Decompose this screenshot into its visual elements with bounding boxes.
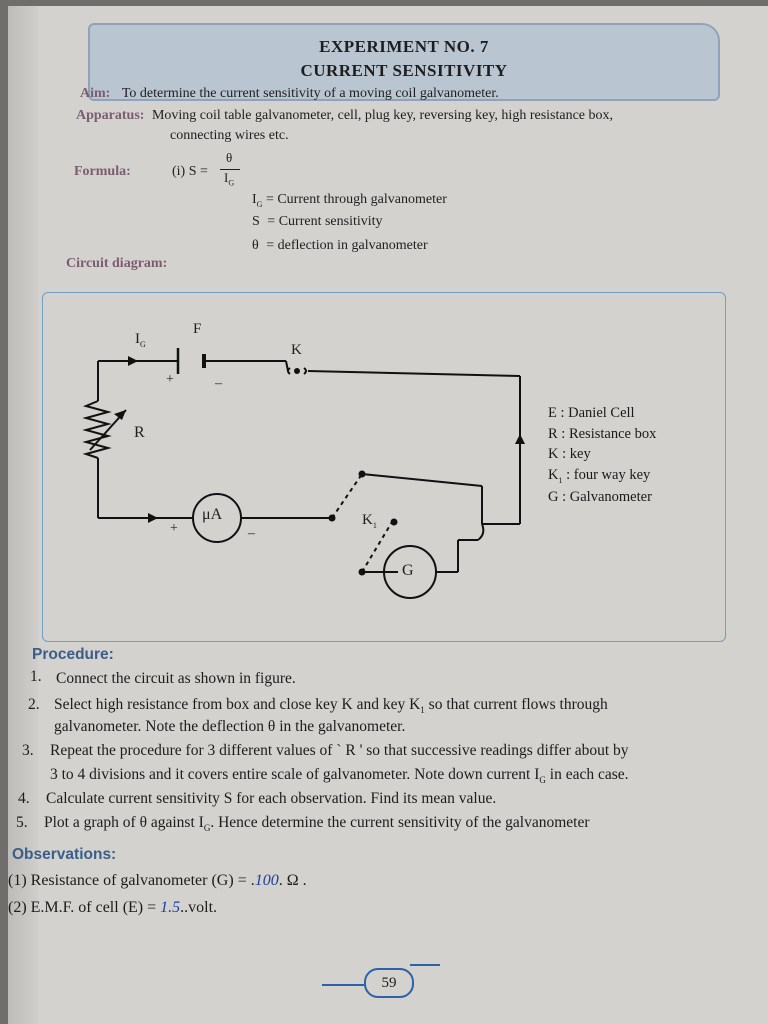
page-number: 59 bbox=[364, 968, 414, 998]
textbook-page bbox=[8, 6, 768, 1024]
legend-resistance-box: R : Resistance box bbox=[548, 426, 657, 442]
key1-dashed-upper bbox=[332, 474, 362, 518]
step-4-text: Calculate current sensitivity S for each observation. Find its mean value. bbox=[46, 790, 497, 807]
key1-terminal-1 bbox=[329, 515, 336, 522]
legend-four-way-key: $K_1$ : four way key bbox=[548, 467, 651, 485]
footer-rule-right bbox=[410, 964, 440, 966]
label-plus2: + bbox=[170, 521, 178, 536]
step-2-number: 2. bbox=[28, 696, 40, 713]
step-4-number: 4. bbox=[18, 790, 30, 807]
current-arrow-top bbox=[128, 356, 138, 366]
key1-terminal-3 bbox=[391, 519, 398, 526]
experiment-number: EXPERIMENT NO. 7 bbox=[319, 37, 489, 56]
step-3-line1: Repeat the procedure for 3 different values of ` R ' so that successive readings differ about by bbox=[50, 742, 629, 759]
label-resistor: R bbox=[134, 424, 145, 441]
resistor-arrowhead bbox=[114, 410, 126, 420]
observation-2: (2) E.M.F. of cell (E) = 1.5..volt. bbox=[8, 899, 218, 916]
footer-rule-left bbox=[322, 984, 364, 986]
key-right-bracket bbox=[304, 368, 306, 374]
label-cell: F bbox=[193, 321, 202, 337]
key-plug-dot bbox=[294, 368, 300, 374]
step-3-number: 3. bbox=[22, 742, 34, 759]
step-2-line1: Select high resistance from box and close key K and key $K_1$ so that current flows through bbox=[54, 696, 608, 716]
observation-2-value: 1.5 bbox=[160, 899, 181, 916]
observations-heading: Observations: bbox=[12, 846, 117, 863]
label-galvanometer: G bbox=[402, 562, 414, 579]
aim-text: To determine the current sensitivity of a moving coil galvanometer. bbox=[121, 86, 499, 101]
wire-top-right bbox=[308, 371, 520, 376]
label-ig: $I_G$ bbox=[135, 331, 146, 349]
formula-numerator: θ bbox=[226, 150, 233, 165]
step-5-number: 5. bbox=[16, 814, 28, 831]
observation-1: (1) Resistance of galvanometer (G) = .100. Ω . bbox=[8, 872, 307, 889]
legend-key: K : key bbox=[548, 446, 591, 462]
definition-ig: $I_G$ = Current through galvanometer bbox=[252, 192, 447, 209]
label-plus1: + bbox=[166, 372, 174, 387]
key1-terminal-2 bbox=[359, 471, 366, 478]
apparatus-line1: Moving coil table galvanometer, cell, plug key, reversing key, high resistance box, bbox=[151, 108, 614, 123]
apparatus-line2: connecting wires etc. bbox=[170, 128, 289, 143]
label-microammeter: μA bbox=[202, 506, 223, 523]
current-arrow-bottom bbox=[148, 513, 158, 523]
legend-daniel-cell: E : Daniel Cell bbox=[548, 405, 635, 421]
definition-theta: θ = deflection in galvanometer bbox=[252, 238, 428, 253]
formula-label: Formula: bbox=[74, 164, 131, 179]
apparatus-label: Apparatus: bbox=[76, 108, 145, 123]
key1-terminal-4 bbox=[359, 569, 366, 576]
definition-s: S = Current sensitivity bbox=[252, 214, 383, 229]
wire-key1-top bbox=[362, 474, 482, 486]
step-3-line2: 3 to 4 divisions and it covers entire scale of galvanometer. Note down current $I_G$ in each case. bbox=[50, 766, 629, 786]
wire-key1-curve bbox=[478, 524, 483, 540]
step-1-text: Connect the circuit as shown in figure. bbox=[56, 670, 296, 687]
procedure-heading: Procedure: bbox=[32, 646, 114, 663]
observation-1-value: 100 bbox=[254, 872, 279, 889]
step-2-line2: galvanometer. Note the deflection θ in the galvanometer. bbox=[54, 718, 406, 735]
resistor-zigzag bbox=[86, 401, 108, 458]
current-arrow-right bbox=[515, 434, 525, 444]
label-four-way-key: $K_1$ bbox=[362, 512, 377, 530]
label-minus2: – bbox=[248, 526, 255, 541]
formula-denominator: $I_G$ bbox=[224, 170, 235, 188]
label-minus1: – bbox=[215, 376, 222, 391]
experiment-title: CURRENT SENSITIVITY bbox=[300, 61, 508, 80]
aim-label: Aim: bbox=[80, 86, 111, 101]
formula-prefix: (i) S = bbox=[172, 164, 208, 179]
label-key: K bbox=[291, 342, 302, 358]
step-1-number: 1. bbox=[30, 668, 42, 685]
step-5-text: Plot a graph of θ against $I_G$. Hence determine the current sensitivity of the galvanometer bbox=[44, 814, 590, 834]
legend-galvanometer: G : Galvanometer bbox=[548, 489, 652, 505]
circuit-diagram-label: Circuit diagram: bbox=[66, 256, 168, 271]
